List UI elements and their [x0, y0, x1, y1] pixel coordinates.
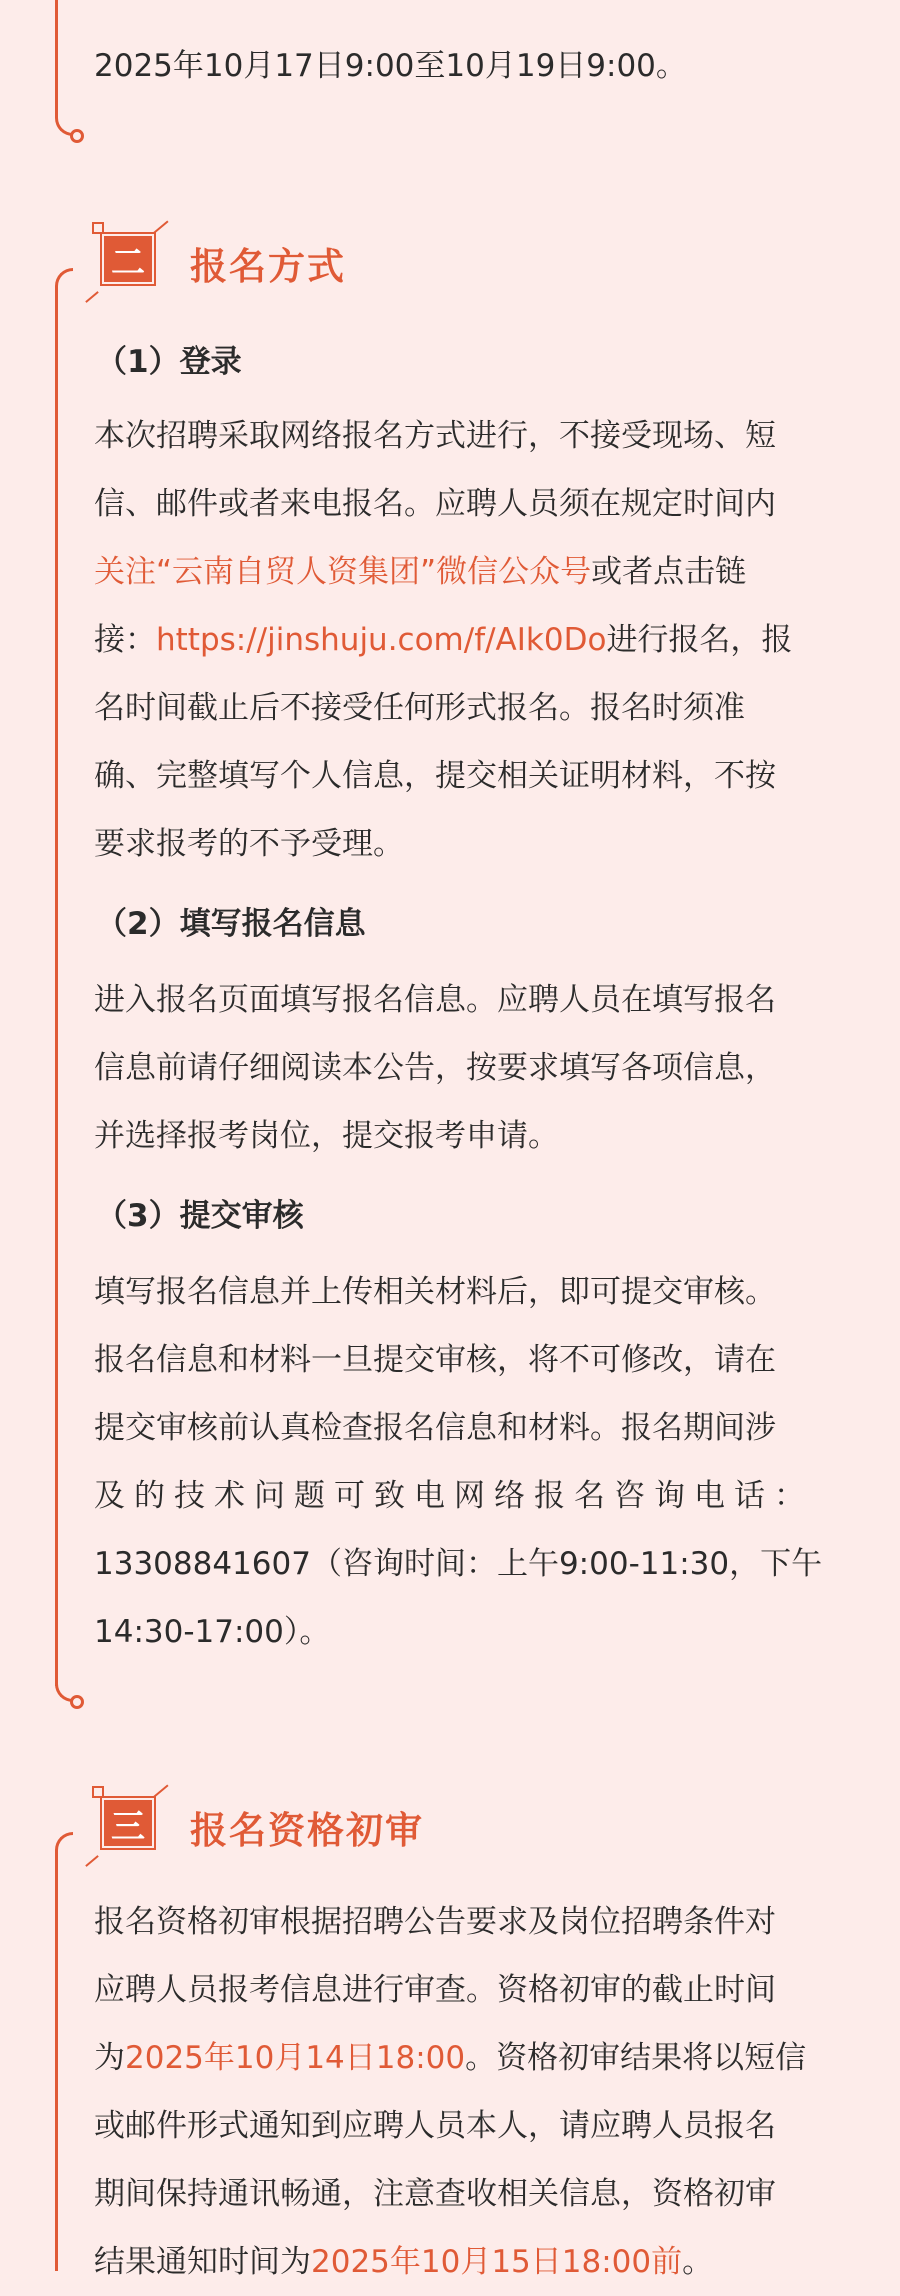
badge-number: 二	[102, 234, 154, 284]
timeline-curve-s3-top	[55, 1832, 73, 1850]
text-fragment: 进行报名，报	[606, 622, 793, 658]
timeline-curve-s2-top	[55, 268, 73, 286]
badge-tick-icon	[153, 220, 168, 233]
section-title-2: 报名方式	[190, 245, 346, 288]
text-line: 13308841607（咨询时间：上午9:00-11:30，下午	[94, 1546, 823, 1582]
text-line	[94, 606, 846, 674]
step-body-submit	[94, 1258, 846, 1666]
text-line: 要求报考的不予受理。	[94, 826, 404, 862]
text-line: 并选择报考岗位，提交报考申请。	[94, 1118, 559, 1154]
badge-corner-icon	[92, 222, 104, 234]
text-fragment: 为	[94, 2040, 125, 2076]
timeline-endcap-top	[70, 129, 84, 143]
text-line: 报名资格初审根据招聘公告要求及岗位招聘条件对	[94, 1904, 776, 1940]
top-date-range: 2025年10月17日9:00至10月19日9:00。	[94, 48, 687, 84]
text-line: 或邮件形式通知到应聘人员本人，请应聘人员报名	[94, 2108, 776, 2144]
text-fragment: 。资格初审结果将以短信	[465, 2040, 807, 2076]
registration-url-link[interactable]: https://jinshuju.com/f/AIk0Do	[156, 622, 607, 658]
text-line: 及的技术问题可致电网络报名咨询电话：	[94, 1478, 814, 1514]
badge-tick-icon	[153, 1784, 168, 1797]
result-notice-time: 2025年10月15日18:00前	[311, 2244, 683, 2280]
text-fragment: 结果通知时间为	[94, 2244, 311, 2280]
text-line: 填写报名信息并上传相关材料后，即可提交审核。	[94, 1274, 776, 1310]
text-line: 信、邮件或者来电报名。应聘人员须在规定时间内	[94, 486, 776, 522]
wechat-official-account-link[interactable]: 关注“云南自贸人资集团”微信公众号	[94, 554, 592, 590]
section3-body	[94, 1888, 846, 2296]
text-line: 期间保持通讯畅通，注意查收相关信息，资格初审	[94, 2176, 776, 2212]
text-line	[94, 2024, 846, 2092]
text-fragment: 或者点击链	[591, 554, 747, 590]
section-badge-2	[98, 228, 158, 288]
badge-tick-icon	[85, 291, 99, 303]
step-body-fill-info	[94, 966, 846, 1170]
timeline-line-s2	[55, 286, 58, 1686]
badge-number: 三	[102, 1798, 154, 1848]
badge-tick-icon	[85, 1855, 99, 1867]
text-fragment: 接：	[94, 622, 156, 658]
timeline-line-s3	[55, 1850, 58, 2271]
text-line	[94, 538, 846, 606]
timeline-endcap-s2	[70, 1695, 84, 1709]
text-line: 14:30-17:00）。	[94, 1614, 331, 1650]
text-line: 应聘人员报考信息进行审查。资格初审的截止时间	[94, 1972, 776, 2008]
section-badge-3	[98, 1792, 158, 1852]
text-line: 报名信息和材料一旦提交审核，将不可修改，请在	[94, 1342, 776, 1378]
step-heading-fill-info: （2）填写报名信息	[96, 906, 366, 942]
text-line: 本次招聘采取网络报名方式进行，不接受现场、短	[94, 418, 776, 454]
text-line: 信息前请仔细阅读本公告，按要求填写各项信息，	[94, 1050, 776, 1086]
text-line: 进入报名页面填写报名信息。应聘人员在填写报名	[94, 982, 776, 1018]
text-line: 确、完整填写个人信息，提交相关证明材料，不按	[94, 758, 776, 794]
badge-corner-icon	[92, 1786, 104, 1798]
text-line: 名时间截止后不接受任何形式报名。报名时须准	[94, 690, 745, 726]
review-deadline: 2025年10月14日18:00	[125, 2040, 466, 2076]
step-body-login	[94, 402, 846, 878]
text-line: 提交审核前认真检查报名信息和材料。报名期间涉	[94, 1410, 776, 1446]
text-fragment: 。	[682, 2244, 714, 2280]
section-title-3: 报名资格初审	[190, 1809, 424, 1852]
text-line	[94, 2228, 846, 2296]
step-heading-login: （1）登录	[96, 344, 242, 380]
timeline-line-top	[55, 0, 58, 118]
step-heading-submit: （3）提交审核	[96, 1198, 304, 1234]
